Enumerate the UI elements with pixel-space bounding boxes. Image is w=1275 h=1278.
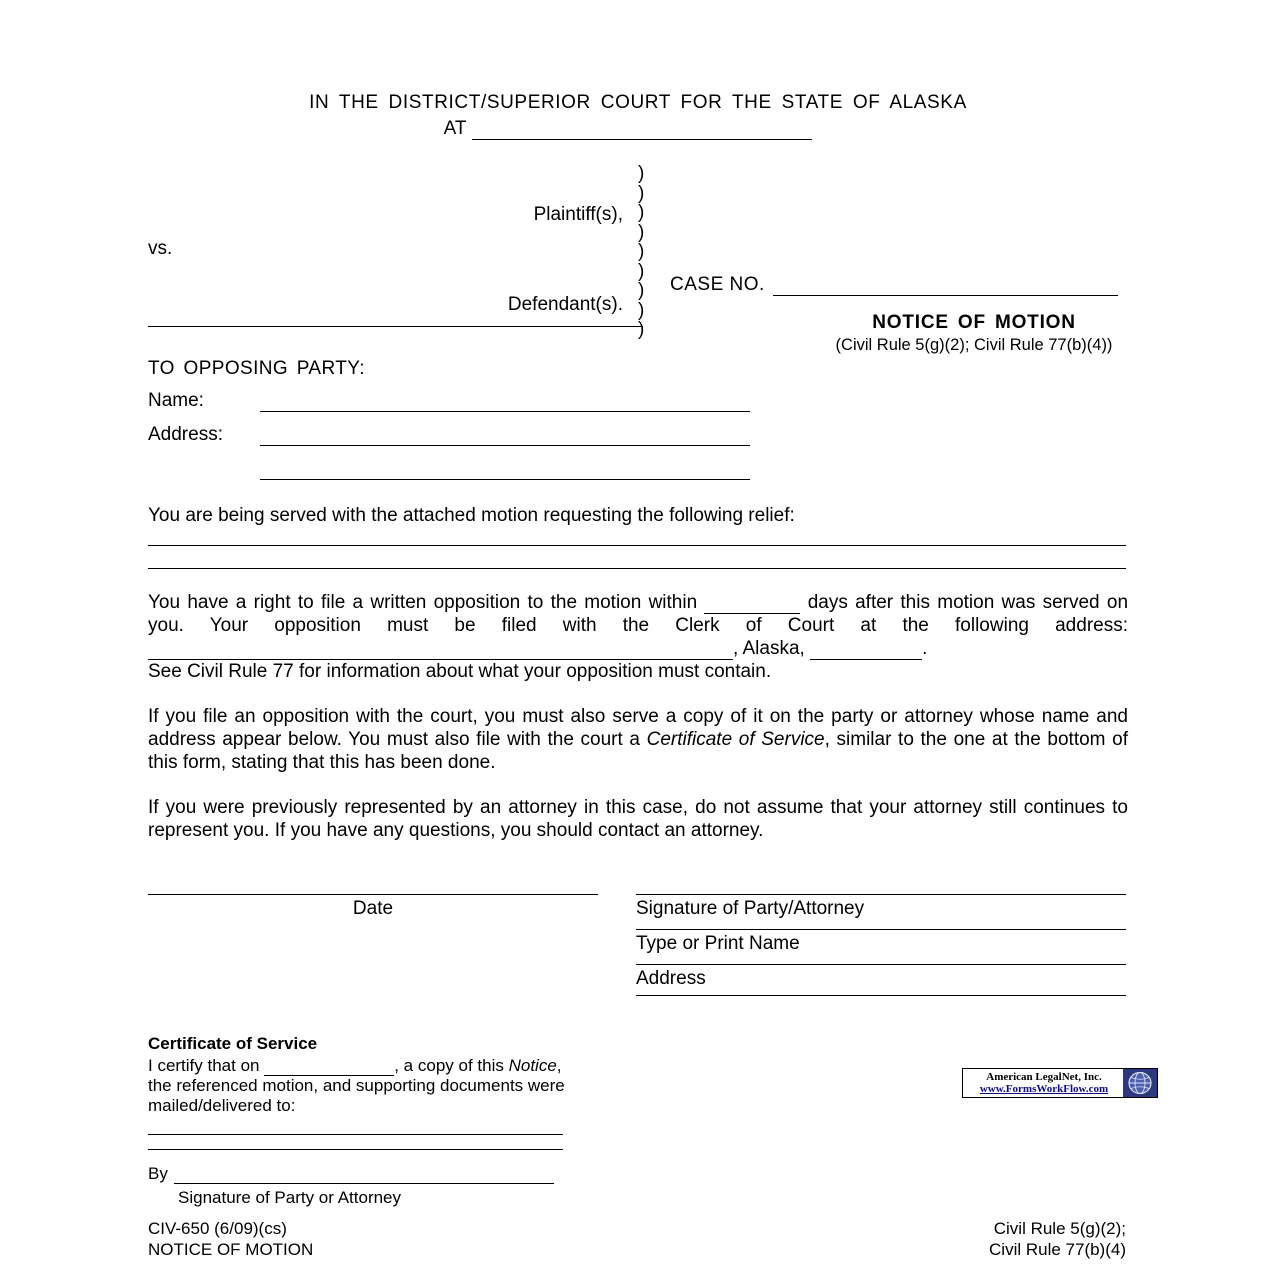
right-to-oppose-part2: days after this motion was served on you. Your opposition must be filed with the Clerk of Court at the following address: bbox=[148, 592, 1129, 636]
relief-blank-line-1[interactable] bbox=[148, 545, 1126, 546]
defendants-label: Defendant(s). bbox=[507, 294, 623, 315]
name-input-blank[interactable] bbox=[260, 394, 750, 412]
globe-icon bbox=[1123, 1069, 1157, 1097]
address-input-blank-2[interactable] bbox=[260, 462, 750, 480]
to-opposing-party-heading: TO OPPOSING PARTY: bbox=[148, 358, 365, 379]
at-label: AT bbox=[443, 118, 467, 139]
form-body bbox=[148, 92, 1128, 1278]
cos-part2: , a copy of this bbox=[394, 1056, 504, 1075]
footer-right bbox=[989, 1218, 1126, 1260]
badge-company-name: American LegalNet, Inc. bbox=[986, 1071, 1102, 1083]
form-name: NOTICE OF MOTION bbox=[148, 1240, 314, 1259]
print-name-line[interactable] bbox=[636, 929, 1126, 930]
form-footer bbox=[148, 1218, 1128, 1278]
cos-date-blank[interactable] bbox=[264, 1060, 394, 1076]
versus-label: vs. bbox=[148, 238, 173, 259]
party-signature-line[interactable] bbox=[636, 894, 1126, 895]
signature-of-party-label: Signature of Party/Attorney bbox=[636, 898, 865, 919]
cos-part3: , the referenced motion, and supporting documents were mailed/delivered to: bbox=[148, 1056, 565, 1115]
form-number: CIV-650 (6/09)(cs) bbox=[148, 1219, 287, 1238]
american-legalnet-badge[interactable] bbox=[962, 1068, 1158, 1098]
caption-underline bbox=[148, 326, 643, 327]
signature-address-label: Address bbox=[636, 968, 706, 989]
zip-blank[interactable] bbox=[810, 644, 922, 660]
relief-blank-line-2[interactable] bbox=[148, 568, 1126, 569]
right-to-oppose-part3: , Alaska, bbox=[733, 638, 805, 659]
cos-part1: I certify that on bbox=[148, 1056, 260, 1075]
print-name-label: Type or Print Name bbox=[636, 933, 800, 954]
address-field-row bbox=[148, 424, 1128, 448]
plaintiffs-label: Plaintiff(s), bbox=[533, 204, 623, 225]
notice-title: NOTICE OF MOTION bbox=[872, 312, 1076, 333]
address-line-bottom[interactable] bbox=[636, 995, 1126, 996]
opposition-part2: , similar to the one at the bottom of this form, stating that this has been done. bbox=[148, 729, 1128, 773]
cos-recipient-line-2[interactable] bbox=[148, 1149, 563, 1150]
right-to-oppose-part1: You have a right to file a written opposition to the motion within bbox=[148, 592, 698, 613]
right-to-oppose-part4: . bbox=[922, 638, 928, 659]
days-blank[interactable] bbox=[704, 598, 800, 614]
date-label: Date bbox=[352, 898, 394, 919]
clerk-address-blank[interactable] bbox=[148, 644, 733, 660]
right-to-oppose-part5: See Civil Rule 77 for information about what your opposition must contain. bbox=[148, 661, 772, 682]
opposition-paragraph bbox=[148, 705, 1128, 774]
address-field-row-2 bbox=[148, 458, 1128, 482]
certificate-of-service-block bbox=[148, 1034, 578, 1208]
footer-rule-2: Civil Rule 77(b)(4) bbox=[989, 1240, 1126, 1259]
badge-website-link[interactable]: www.FormsWorkFlow.com bbox=[979, 1083, 1109, 1095]
certificate-of-service-title: Certificate of Service bbox=[148, 1034, 318, 1053]
signature-area bbox=[148, 894, 1128, 1024]
cos-by-signature-line[interactable] bbox=[174, 1168, 554, 1184]
date-signature-line[interactable] bbox=[148, 894, 598, 895]
case-number-blank[interactable] bbox=[773, 280, 1118, 296]
notice-subtitle: (Civil Rule 5(g)(2); Civil Rule 77(b)(4)) bbox=[835, 336, 1113, 354]
name-label: Name: bbox=[148, 390, 204, 411]
case-number-label: CASE NO. bbox=[670, 274, 765, 295]
name-field-row bbox=[148, 390, 1128, 414]
address-line-top[interactable] bbox=[636, 964, 1126, 965]
attorney-paragraph: If you were previously represented by an attorney in this case, do not assume that your attorney still continues to represent you. If you have any questions, you should contact an attorney. bbox=[148, 797, 1128, 841]
certificate-of-service-text bbox=[148, 1056, 578, 1116]
opposition-part1: If you file an opposition with the court, you must also serve a copy of it on the party or attorney whose name and address appear below. You must also file with the court a bbox=[148, 706, 1128, 750]
served-intro-text: You are being served with the attached motion requesting the following relief: bbox=[148, 505, 795, 526]
case-number-row bbox=[670, 274, 1118, 296]
court-location-line bbox=[128, 118, 1128, 140]
caption-parties bbox=[148, 164, 648, 324]
address-label: Address: bbox=[148, 424, 223, 445]
cos-by-caption: Signature of Party or Attorney bbox=[178, 1188, 402, 1207]
footer-rule-1: Civil Rule 5(g)(2); bbox=[993, 1219, 1126, 1238]
right-to-oppose-paragraph bbox=[148, 591, 1128, 683]
cos-by-label: By bbox=[148, 1164, 168, 1183]
court-title: IN THE DISTRICT/SUPERIOR COURT FOR THE STATE OF ALASKA bbox=[309, 92, 967, 113]
cos-by-row bbox=[148, 1164, 578, 1188]
footer-left bbox=[148, 1218, 313, 1260]
notice-italic: Notice bbox=[508, 1056, 557, 1075]
case-caption bbox=[148, 163, 1128, 354]
court-location-blank[interactable] bbox=[472, 123, 812, 140]
caption-paren-column: ) ) ) ) ) ) ) ) ) bbox=[638, 163, 645, 340]
cos-recipient-line-1[interactable] bbox=[148, 1134, 563, 1135]
badge-text bbox=[963, 1071, 1123, 1095]
certificate-of-service-italic: Certificate of Service bbox=[646, 729, 825, 750]
address-input-blank-1[interactable] bbox=[260, 428, 750, 446]
